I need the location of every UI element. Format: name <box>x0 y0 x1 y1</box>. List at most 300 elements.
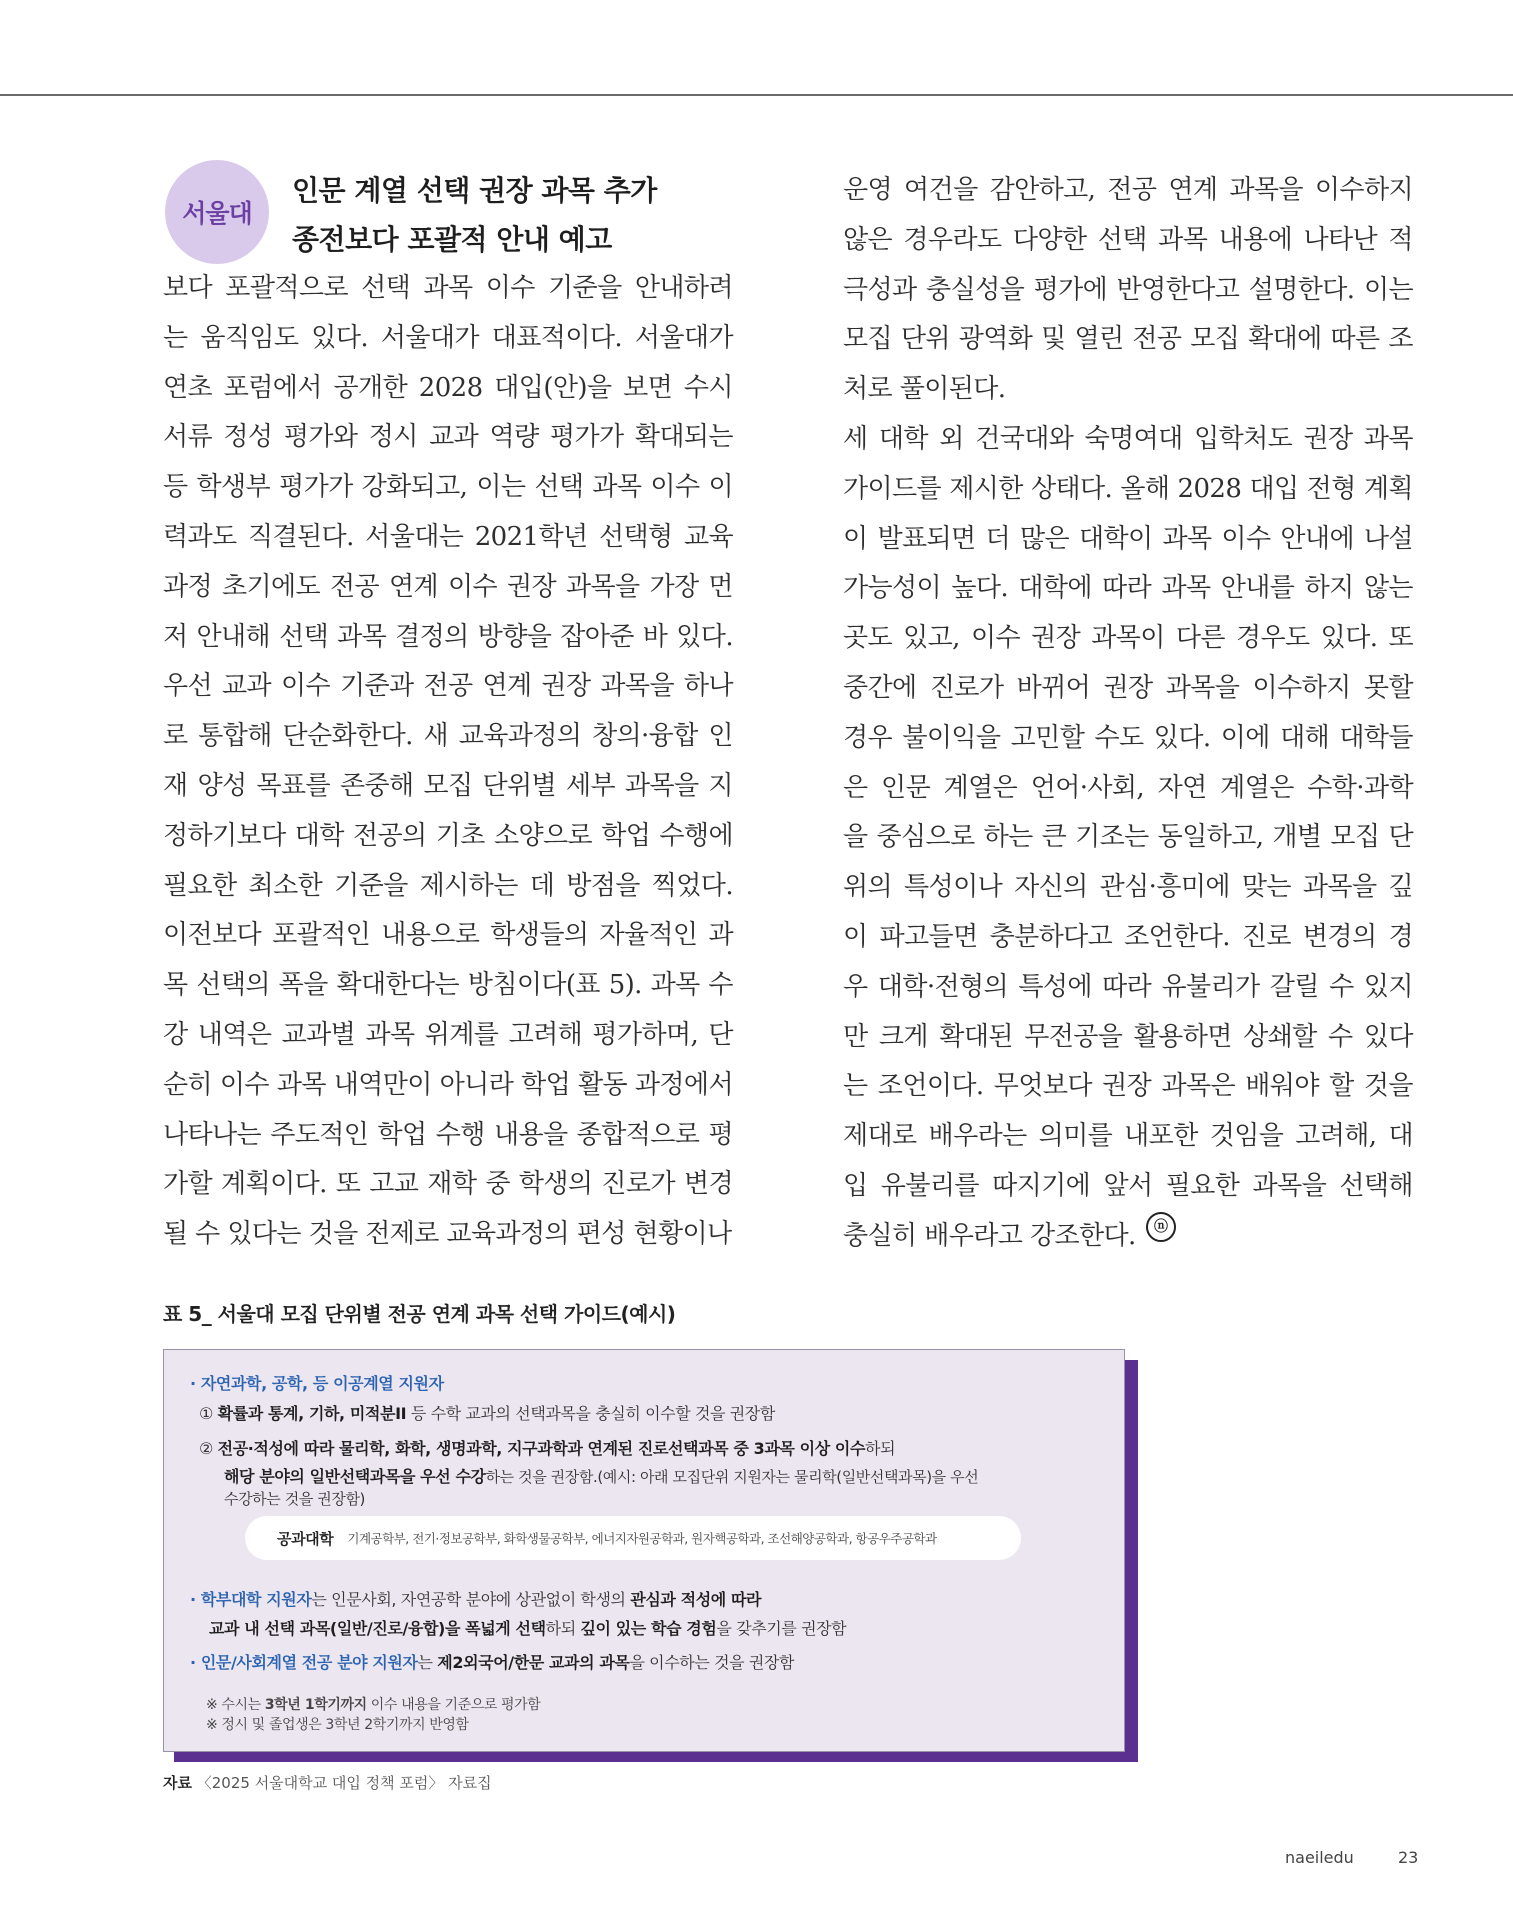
body-word: 적 <box>1388 224 1413 255</box>
body-word: 대입 <box>1249 473 1299 504</box>
humanities-bold: 제2외국어/한문 교과의 과목 <box>437 1653 630 1672</box>
body-word: 대학들 <box>1339 722 1413 753</box>
body-word: 모집 <box>1330 822 1380 853</box>
body-text-line <box>163 862 733 912</box>
body-word: 안내하려 <box>634 273 733 303</box>
body-word: 수 <box>1329 971 1354 1002</box>
body-word: 서울대가 <box>380 322 479 353</box>
body-word: 맞는 <box>1241 872 1291 903</box>
body-word: 이수 <box>650 472 700 503</box>
body-word: 결정의 <box>395 621 469 652</box>
item-2-line-2-text: 하는 것을 권장함.(예시: 아래 모집단위 지원자는 물리학(일반선택과목)을 우선 <box>485 1468 979 1486</box>
humanities-label: · 인문/사회계열 전공 분야 지원자 <box>190 1653 418 1672</box>
body-word: 이수하지 <box>1314 175 1413 205</box>
body-word: 내역은 <box>197 1019 272 1050</box>
body-word: 깊 <box>1388 872 1413 903</box>
body-text-line <box>843 764 1413 814</box>
body-word: 경 <box>1388 921 1413 952</box>
body-word: 불이익을 <box>902 722 1001 753</box>
body-word: 양성 <box>197 770 247 801</box>
body-word: 공개한 <box>333 372 408 403</box>
body-word: 목표를 <box>256 770 331 801</box>
body-word: 선택 <box>534 472 584 503</box>
body-word: 안내해 <box>196 621 271 652</box>
body-text-line <box>843 614 1413 664</box>
body-word: 다양한 <box>1012 224 1087 255</box>
body-word: 이수하지 <box>1252 672 1351 703</box>
body-word: 은 <box>843 772 868 803</box>
body-word: 2028 <box>1177 473 1242 504</box>
body-word: 안내에 <box>1280 523 1354 554</box>
body-word: 방침이다(표 <box>467 970 600 1001</box>
body-word: 경우 <box>843 722 893 753</box>
body-word: 방점을 <box>566 870 640 901</box>
body-word: 과목을 <box>565 571 640 602</box>
body-word: 기준을 <box>548 273 622 303</box>
body-word: 따지기에 <box>992 1170 1091 1201</box>
note-1-bold: 3학년 1학기까지 <box>264 1697 367 1713</box>
body-word: 과목 <box>423 273 473 303</box>
body-word: 계획 <box>1363 473 1413 504</box>
body-text-line <box>843 813 1413 863</box>
body-word: 이 <box>843 921 868 952</box>
body-word: 과목 <box>276 1069 326 1100</box>
body-text-line <box>163 613 733 663</box>
body-text-line <box>163 1111 733 1161</box>
body-word: 과목 <box>337 621 387 652</box>
body-word: 바 <box>642 621 668 652</box>
note-1-prefix: ※ 수시는 <box>206 1697 265 1713</box>
body-word: 운영 <box>843 175 893 205</box>
body-word: 파고들면 <box>879 921 978 952</box>
sci-eng-header: · 자연과학, 공학, 등 이공계열 지원자 <box>190 1374 444 1393</box>
body-word: 자율적인 <box>599 920 698 951</box>
body-word: 로 <box>163 721 188 752</box>
body-word: 과목을 <box>1165 672 1240 703</box>
body-word: 권장 <box>1303 423 1353 454</box>
body-word: 입 <box>843 1170 868 1201</box>
body-word: 높다. <box>951 573 1009 604</box>
body-word: 2021학년 <box>474 521 588 552</box>
body-word: 정성 <box>223 422 273 453</box>
body-text-line <box>843 714 1413 764</box>
body-text-line <box>843 1212 1413 1262</box>
body-word: 교과 <box>221 671 272 702</box>
body-word: 있다. <box>1320 623 1378 654</box>
body-word: 잡아준 <box>560 621 634 652</box>
liberal-studies-text-2: 하되 <box>545 1619 581 1638</box>
body-text-line <box>163 463 733 513</box>
source-citation <box>163 1772 492 1793</box>
body-word: 필요한 <box>163 870 237 901</box>
body-word: 나설 <box>1363 523 1413 554</box>
body-word: 가장 <box>649 571 699 602</box>
humanities-line <box>190 1650 794 1673</box>
body-word: 확대한다는 <box>336 970 460 1001</box>
body-word: 변경 <box>683 1169 733 1200</box>
body-word: 이수 <box>485 273 535 303</box>
body-text-line <box>843 365 1413 415</box>
body-word: 앞서 <box>1103 1170 1153 1201</box>
body-text-line <box>843 266 1413 316</box>
item-2-line-2-bold: 해당 분야의 일반선택과목을 우선 수강 <box>224 1467 486 1486</box>
footer-brand: naeiledu <box>1285 1848 1354 1867</box>
body-word: 극성과 <box>843 274 917 305</box>
body-word: 갈릴 <box>1269 971 1319 1002</box>
body-text-line <box>163 712 733 762</box>
body-word: 발표되면 <box>877 523 976 554</box>
body-text-line <box>843 216 1413 266</box>
body-word: 조 <box>1388 324 1413 355</box>
body-word: 선택 <box>1097 224 1147 255</box>
body-word: 내역만이 <box>333 1069 432 1100</box>
body-word: 설명한다. <box>1248 274 1355 305</box>
body-word: 전공 <box>1132 324 1182 355</box>
body-word: 권장 <box>1031 623 1081 654</box>
body-word: 과목을 <box>624 770 699 801</box>
body-word: 열린 <box>1074 324 1124 355</box>
body-word: 있고, <box>903 623 960 654</box>
body-word: 우 <box>843 971 868 1002</box>
body-text-line <box>843 1112 1413 1162</box>
body-word: 세 <box>843 423 868 454</box>
body-word: 감안하고, <box>989 175 1096 205</box>
body-word: 학생들의 <box>490 920 589 951</box>
note-2: ※ 정시 및 졸업생은 3학년 2학기까지 반영함 <box>206 1717 469 1733</box>
body-word: 찍었다. <box>651 870 733 901</box>
body-word: 수 <box>1328 1021 1353 1052</box>
body-text-line <box>163 264 733 314</box>
body-text-line <box>163 513 733 563</box>
body-word: 을 <box>843 822 868 853</box>
body-text-line <box>163 1061 733 1111</box>
table-title: 표 5_ 서울대 모집 단위별 전공 연계 과목 선택 가이드(예시) <box>163 1302 676 1326</box>
body-text: 처로 풀이된다. <box>843 374 1006 405</box>
body-word: 중간에 <box>843 672 917 703</box>
body-word: 평가가 <box>279 472 353 503</box>
body-word: 최소한 <box>248 870 323 901</box>
body-word: 권장 <box>506 571 556 602</box>
body-word: 방향을 <box>477 621 552 652</box>
body-word: 과정에서 <box>634 1069 733 1100</box>
body-word: 서울대가 <box>634 322 733 353</box>
liberal-studies-bold-3: 깊이 있는 학습 경험 <box>580 1619 717 1638</box>
body-word: 저 <box>163 621 188 652</box>
body-word: 데 <box>529 870 555 901</box>
body-text-line <box>843 315 1413 365</box>
body-word: 단위 <box>900 324 950 355</box>
body-word: 필요한 <box>1165 1170 1240 1201</box>
body-word: 기초 <box>435 820 485 851</box>
body-word: 광역화 <box>958 324 1033 355</box>
body-word: 전공의 <box>352 820 427 851</box>
body-word: 5). <box>608 970 642 1001</box>
body-word: 선택의 <box>196 970 270 1001</box>
body-word: 정시 <box>368 422 418 453</box>
body-word: 의미를 <box>1038 1121 1113 1152</box>
body-word: 올해 <box>1120 473 1170 504</box>
body-word: 포괄적으로 <box>225 273 348 303</box>
source-text: 〈2025 서울대학교 대입 정책 포럼〉 자료집 <box>191 1774 492 1792</box>
body-word: 숙명여대 <box>1084 423 1183 454</box>
body-word: 평가와 <box>283 422 358 453</box>
body-word: 있다. <box>1153 722 1211 753</box>
guide-item-2 <box>199 1436 895 1459</box>
body-text-line <box>843 913 1413 963</box>
body-word: 교육 <box>683 521 733 552</box>
body-word: 이전보다 <box>163 920 262 951</box>
body-text-line <box>843 1013 1413 1063</box>
body-word: 대학이 <box>1078 523 1153 554</box>
body-word: 하나 <box>683 671 733 702</box>
body-word: 자연 <box>1157 772 1207 803</box>
body-word: 과목 <box>1158 224 1208 255</box>
top-rule <box>0 94 1513 96</box>
body-word: 큰 <box>1041 822 1067 853</box>
body-word: 권장 <box>541 671 591 702</box>
body-text: 충실히 배우라고 강조한다. <box>843 1220 1136 1251</box>
guide-item-2-line-3: 수강하는 것을 권장함) <box>224 1490 365 1508</box>
body-word: 먼 <box>708 571 733 602</box>
body-text-line <box>843 415 1413 465</box>
body-word: 창의·융합 <box>591 721 698 752</box>
body-word: 교육과정의 <box>458 721 582 752</box>
body-word: 연계 <box>1168 175 1218 205</box>
body-word: 수학·과학 <box>1307 772 1413 803</box>
body-word: 대입(안)을 <box>494 372 612 403</box>
body-word: 연계 <box>388 571 439 602</box>
body-word: 활동 <box>577 1069 628 1100</box>
body-word: 종합적으로 <box>576 1119 700 1150</box>
body-text-line <box>843 564 1413 614</box>
liberal-studies-text-1: 는 인문사회, 자연공학 분야에 상관없이 학생의 <box>311 1590 631 1609</box>
body-word: 조언이다. <box>877 1071 984 1102</box>
body-text-line <box>843 664 1413 714</box>
body-word: 대학에 <box>1018 573 1092 604</box>
body-word: 과목을 <box>1229 175 1303 205</box>
body-text-line <box>163 662 733 712</box>
note-1-suffix: 이수 내용을 기준으로 평가함 <box>366 1697 541 1713</box>
body-text-line <box>163 911 733 961</box>
body-word: 선택형 <box>598 521 673 552</box>
body-word: 여건을 <box>904 175 978 205</box>
body-word: 권장 <box>1102 1071 1152 1102</box>
body-word: 인 <box>708 721 733 752</box>
body-word: 과 <box>708 920 733 951</box>
body-word: 따라 <box>1102 573 1152 604</box>
body-word: 지 <box>708 770 733 801</box>
item-2-number: ② <box>199 1439 213 1458</box>
body-text-line <box>163 812 733 862</box>
body-word: 강 <box>163 1019 188 1050</box>
body-word: 단 <box>1388 822 1413 853</box>
body-word: 과목 <box>1363 423 1413 454</box>
body-word: 하는 <box>983 822 1033 853</box>
body-word: 유불리를 <box>880 1170 979 1201</box>
body-word: 자신의 <box>1014 872 1088 903</box>
body-word: 위계를 <box>424 1019 499 1050</box>
body-word: 많은 <box>1019 523 1069 554</box>
body-word: 학업 <box>601 820 651 851</box>
body-text-line <box>163 364 733 414</box>
body-word: 과목을 <box>600 671 674 702</box>
body-word: 아니라 <box>439 1069 514 1100</box>
body-word: 중심으로 <box>876 822 975 853</box>
body-word: 곳도 <box>843 623 893 654</box>
body-word: 반영한다고 <box>1116 274 1240 305</box>
body-word: 있다 <box>1363 1021 1413 1052</box>
item-2-text: 하되 <box>865 1439 896 1458</box>
body-word: 따른 <box>1330 324 1380 355</box>
body-word: 기준을 <box>334 870 408 901</box>
body-word: 진로가 <box>929 672 1004 703</box>
body-word: 학생부 <box>196 472 271 503</box>
pill-college-name: 공과대학 <box>277 1529 334 1548</box>
body-word: 또 <box>335 1169 361 1200</box>
engineering-college-pill <box>245 1516 1021 1560</box>
body-word: 입학처도 <box>1194 423 1293 454</box>
section-headline <box>292 166 832 264</box>
body-text-line <box>843 963 1413 1013</box>
body-word: 이에 <box>1220 722 1270 753</box>
body-word: 경우도 <box>1236 623 1310 654</box>
body-word: 서류 <box>163 422 213 453</box>
body-word: 확대에 <box>1248 324 1322 355</box>
body-word: 수 <box>708 970 733 1001</box>
body-word: 새 <box>423 721 448 752</box>
body-word: 모집 <box>843 324 893 355</box>
body-word: 따라 <box>1102 971 1152 1002</box>
body-word: 통합해 <box>198 721 272 752</box>
item-1-bold: 확률과 통계, 기하, 미적분II <box>217 1404 407 1423</box>
body-word: 평가가 <box>549 422 624 453</box>
body-word: 수도 <box>1094 722 1144 753</box>
body-word: 가능성이 <box>843 573 942 604</box>
body-word: 학업 <box>377 1119 427 1150</box>
body-word: 및 <box>1041 324 1066 355</box>
body-word: 제시한 <box>949 473 1023 504</box>
body-word: 포괄적인 <box>272 920 371 951</box>
body-word: 계획이다. <box>221 1169 327 1200</box>
body-word: 전공 <box>1107 175 1157 205</box>
body-word: 정하기보다 <box>163 820 286 851</box>
body-word: 권장 <box>1103 672 1153 703</box>
body-word: 동일하고, <box>1157 822 1264 853</box>
source-label: 자료 <box>163 1774 192 1792</box>
body-word: 고려해 <box>508 1019 583 1050</box>
body-word: 서울대는 <box>365 521 464 552</box>
body-word: 우선 <box>163 671 213 702</box>
body-word: 할 <box>1329 1071 1354 1102</box>
headline-line-1: 인문 계열 선택 권장 과목 추가 <box>292 174 657 207</box>
body-word: 않는 <box>1363 573 1413 604</box>
body-word: 직결된다. <box>248 521 354 552</box>
liberal-studies-bold-2: 교과 내 선택 과목(일반/진로/융합)을 폭넓게 선택 <box>209 1619 546 1638</box>
body-word: 보면 <box>623 372 673 403</box>
body-word: 바뀌어 <box>1016 672 1091 703</box>
body-word: 대표적이다. <box>491 322 623 353</box>
body-word: 변경의 <box>1302 921 1377 952</box>
body-word: 학업 <box>521 1069 571 1100</box>
body-word: 이수 <box>1221 523 1271 554</box>
body-text-line <box>843 465 1413 515</box>
body-word: 크게 <box>878 1021 928 1052</box>
body-word: 위의 <box>843 872 893 903</box>
body-word: 경우라도 <box>903 224 1002 255</box>
body-word: 관심·흥미에 <box>1099 872 1230 903</box>
body-word: 무전공을 <box>1024 1021 1123 1052</box>
body-word: 내용에 <box>1218 224 1293 255</box>
body-word: 소양으로 <box>493 820 593 851</box>
body-word: 수시 <box>683 372 733 403</box>
body-word: 수행에 <box>659 820 733 851</box>
body-word: 재학 <box>427 1169 477 1200</box>
body-word: 건국대와 <box>975 423 1074 454</box>
body-word: 과목이 <box>1091 623 1165 654</box>
body-word: 주도적인 <box>270 1119 369 1150</box>
liberal-studies-bold-1: 관심과 적성에 따라 <box>630 1590 762 1609</box>
body-word: 하지 <box>1304 573 1354 604</box>
body-word: 더 <box>985 523 1011 554</box>
body-word: 폭을 <box>278 970 328 1001</box>
body-text-line <box>163 1210 733 1260</box>
body-text-line <box>843 166 1413 216</box>
body-word: 재 <box>163 770 188 801</box>
body-word: 안내를 <box>1220 573 1295 604</box>
body-word: 초기에도 <box>221 571 321 602</box>
body-word: 외 <box>939 423 964 454</box>
body-word: 가이드를 <box>843 473 942 504</box>
headline-line-2: 종전보다 포괄적 안내 예고 <box>292 223 612 256</box>
liberal-studies-text-3: 을 갖추기를 권장함 <box>716 1619 847 1638</box>
body-text-line <box>843 515 1413 565</box>
body-word: 상쇄할 <box>1243 1021 1317 1052</box>
body-word: 대학·전형의 <box>877 971 1009 1002</box>
body-word: 과목은 <box>1161 1071 1236 1102</box>
body-word: 충실성을 <box>926 274 1025 305</box>
body-word: 계열은 <box>1220 772 1294 803</box>
body-word: 2028 <box>418 372 483 403</box>
body-word: 내용으로 <box>381 920 480 951</box>
item-1-text: 등 수학 교과의 선택과목을 충실히 이수할 것을 권장함 <box>406 1404 775 1423</box>
body-word: 과목을 <box>1302 872 1377 903</box>
body-word: 연계 <box>482 671 532 702</box>
body-word: 활용하면 <box>1133 1021 1232 1052</box>
humanities-text-1: 는 <box>417 1653 438 1672</box>
body-word: 있다. <box>311 322 368 353</box>
body-word: 확대되는 <box>634 422 733 453</box>
liberal-studies-label: · 학부대학 지원자 <box>190 1590 312 1609</box>
body-word: 이수 <box>447 571 498 602</box>
body-word: 단 <box>708 1019 733 1050</box>
body-word: 고교 <box>369 1169 419 1200</box>
body-text-line <box>163 1160 733 1210</box>
page-number: 23 <box>1398 1848 1419 1867</box>
body-word: 보다 <box>163 273 213 303</box>
body-column-right <box>843 166 1413 1262</box>
university-badge: 서울대 <box>165 160 269 264</box>
body-word: 않은 <box>843 224 893 255</box>
body-word: 선택 <box>279 621 329 652</box>
body-word: 이는 <box>476 472 526 503</box>
guide-table-box <box>163 1349 1125 1752</box>
body-word: 기준과 <box>339 671 414 702</box>
body-word: 이수 <box>280 671 331 702</box>
item-2-bold: 전공·적성에 따라 물리학, 화학, 생명과학, 지구과학과 연계된 진로선택과목 중 3과목 이상 이수 <box>217 1439 866 1458</box>
body-word: 이수 <box>970 623 1020 654</box>
body-word: 움직임도 <box>200 322 299 353</box>
body-word: 진로가 <box>601 1169 675 1200</box>
